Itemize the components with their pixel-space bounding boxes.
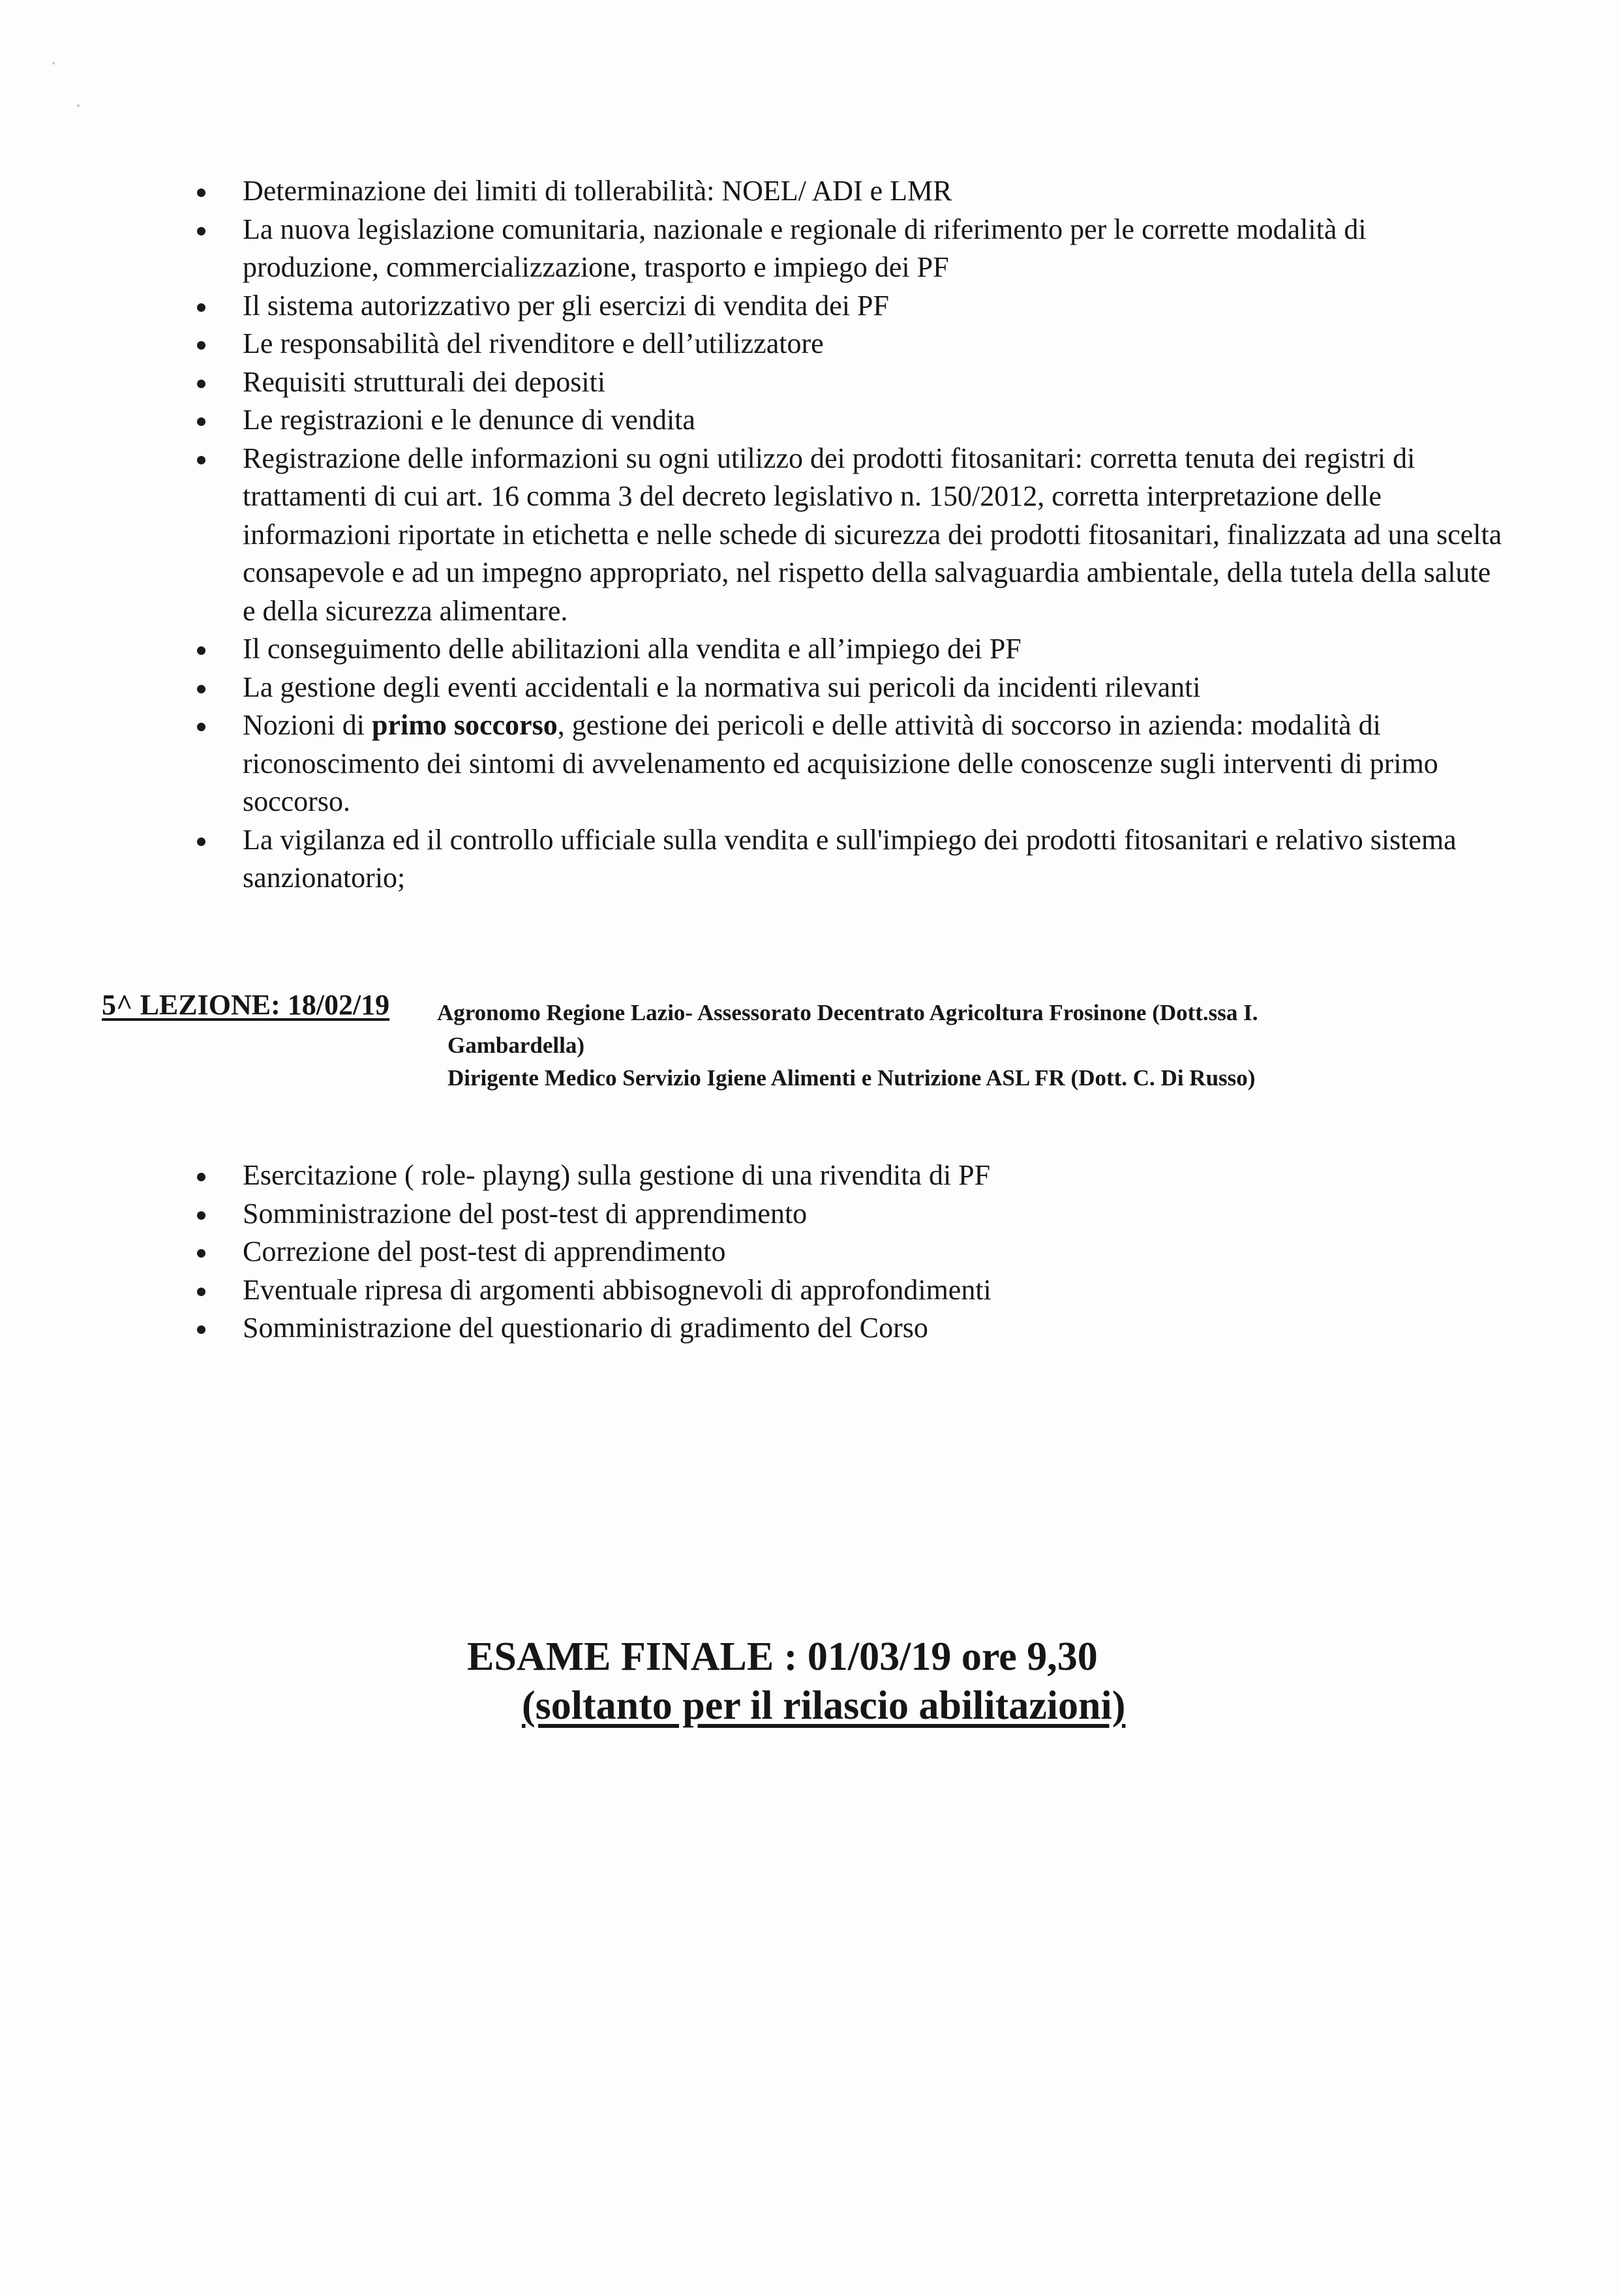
- bullet-icon: [197, 227, 205, 235]
- lesson-5-topic-item: [243, 1309, 1482, 1348]
- lesson-5-topic-item: [243, 1156, 1482, 1195]
- topic-item: [243, 363, 1508, 402]
- bullet-icon: [197, 838, 205, 846]
- topic-text: Le responsabilità del rivenditore e dell’utilizzatore: [243, 327, 824, 359]
- teacher-line: Agronomo Regione Lazio- Assessorato Decentrato Agricoltura Frosinone (Dott.ssa I.: [437, 1000, 1258, 1025]
- topic-text: La vigilanza ed il controllo ufficiale sulla vendita e sull'impiego dei prodotti fitosanitari e relativo sistema sanzionatorio;: [243, 823, 1457, 894]
- bullet-icon: [197, 417, 205, 426]
- topic-item: [243, 821, 1508, 898]
- topic-item: [243, 287, 1508, 325]
- topic-text: La nuova legislazione comunitaria, nazionale e regionale di riferimento per le corrette modalità di produzione, commercializzazione, trasporto e impiego dei PF: [243, 213, 1367, 283]
- topic-text: La gestione degli eventi accidentali e la normativa sui pericoli da incidenti rilevanti: [243, 671, 1201, 703]
- topic-item: [243, 211, 1508, 287]
- topics-list: [243, 172, 1508, 898]
- topic-text-bold: primo soccorso: [371, 709, 558, 741]
- topic-item: [243, 440, 1508, 631]
- bullet-icon: [197, 189, 205, 197]
- topic-text: Correzione del post-test di apprendimento: [243, 1235, 726, 1267]
- topic-text: Il sistema autorizzativo per gli esercizi di vendita dei PF: [243, 289, 889, 322]
- bullet-icon: [197, 1325, 205, 1334]
- bullet-icon: [197, 723, 205, 731]
- topic-text: Registrazione delle informazioni su ogni utilizzo dei prodotti fitosanitari: corretta tenuta dei registri di trattamenti di cui art. 16 comma 3 del decreto legislativo n. 150/2012, corretta interpretazione delle informazioni riportate in etichetta e nelle schede di sicurezza dei prodotti fitosanitari, finalizzata ad una scelta consapevole e ad un impegno appropriato, nel rispetto della salvaguardia ambientale, della tutela della salute e della sicurezza alimentare.: [243, 442, 1502, 627]
- bullet-icon: [197, 1211, 205, 1220]
- topic-item: [243, 172, 1508, 211]
- topic-text: Somministrazione del questionario di gradimento del Corso: [243, 1312, 928, 1344]
- exam-title: ESAME FINALE : 01/03/19 ore 9,30: [467, 1635, 1098, 1679]
- lesson-5-label: 5^ LEZIONE: 18/02/19: [102, 989, 390, 1021]
- scan-speck: [52, 62, 55, 65]
- teacher-line: Gambardella): [447, 1033, 584, 1058]
- lesson-5-teachers: [437, 997, 1455, 1095]
- topic-item: [243, 401, 1508, 440]
- bullet-icon: [197, 303, 205, 312]
- topic-text: Somministrazione del post-test di apprendimento: [243, 1197, 808, 1230]
- teacher-line: Dirigente Medico Servizio Igiene Alimenti e Nutrizione ASL FR (Dott. C. Di Russo): [447, 1065, 1256, 1091]
- lesson-5-topic-item: [243, 1233, 1482, 1271]
- topic-text: Eventuale ripresa di argomenti abbisognevoli di approfondimenti: [243, 1273, 991, 1306]
- topic-text: Requisiti strutturali dei depositi: [243, 365, 606, 398]
- topic-text: Determinazione dei limiti di tollerabilità: NOEL/ ADI e LMR: [243, 175, 952, 207]
- lesson-5-topics-list: [243, 1156, 1482, 1348]
- topic-item: [243, 669, 1508, 707]
- topic-item: [243, 706, 1508, 821]
- topic-text: Le registrazioni e le denunce di vendita: [243, 404, 695, 436]
- topic-item: [243, 630, 1508, 669]
- topic-item: [243, 325, 1508, 363]
- bullet-icon: [197, 380, 205, 388]
- exam-note: (soltanto per il rilascio abilitazioni): [522, 1684, 1126, 1728]
- topic-text: Nozioni di: [243, 709, 372, 741]
- lesson-5-topic-item: [243, 1195, 1482, 1233]
- topic-text: Esercitazione ( role- playng) sulla gestione di una rivendita di PF: [243, 1159, 991, 1191]
- lesson-5-topic-item: [243, 1271, 1482, 1310]
- topic-text: , gestione dei pericoli e delle attività di soccorso in azienda: modalità di riconoscimento dei sintomi di avvelenamento ed acquisizione delle conoscenze sugli interventi di primo soccorso.: [243, 709, 1438, 817]
- bullet-icon: [197, 646, 205, 655]
- bullet-icon: [197, 1288, 205, 1296]
- bullet-icon: [197, 1249, 205, 1258]
- scan-speck: [77, 104, 80, 107]
- bullet-icon: [197, 456, 205, 464]
- bullet-icon: [197, 1173, 205, 1181]
- bullet-icon: [197, 685, 205, 693]
- bullet-icon: [197, 341, 205, 350]
- topic-text: Il conseguimento delle abilitazioni alla vendita e all’impiego dei PF: [243, 633, 1021, 665]
